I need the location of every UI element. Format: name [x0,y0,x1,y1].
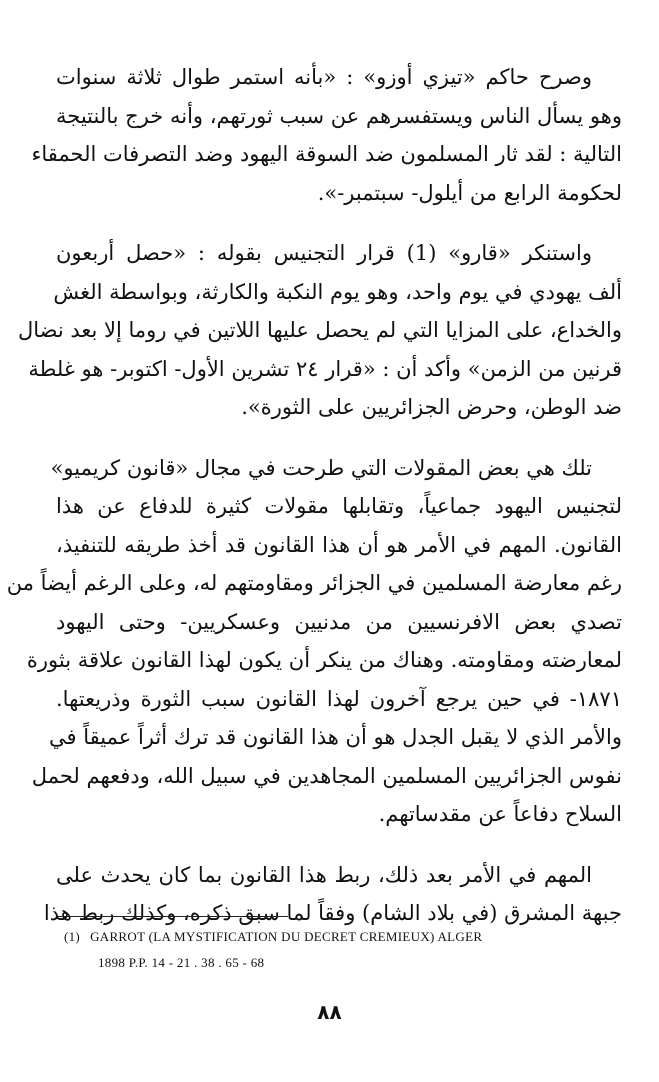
text-line: ضد الوطن، وحرض الجزائريين على الثورة». [241,395,622,419]
text-line: لحكومة الرابع من أيلول- سبتمبر-». [317,180,622,205]
text-line: التالية : لقد ثار المسلمون ضد السوقة اليهود وضد التصرفات الحمقاء [31,142,622,166]
paragraph-2 [17,234,622,427]
footnote-number: (1) [64,929,81,944]
text-line: والخداع، على المزايا التي لم يحصل عليها اللاتين في روما إلا بعد نضال [17,318,622,342]
text-line: تلك هي بعض المقولات التي طرحت في مجال «قانون كريميو» [50,455,592,480]
paragraph-3 [6,449,622,834]
footnote-citation: GARROT (LA MYSTIFICATION DU DECRET CREMIEUX) ALGER [90,929,483,944]
main-text [6,58,622,933]
text-line: ألف يهودي في يوم واحد، وهو يوم النكبة والكارثة، وبواسطة الغش [53,279,622,304]
text-line: وصرح حاكم «تيزي أوزو» : «بأنه استمر طوال ثلاثة سنوات [56,65,592,89]
text-line: والأمر الذي لا يقبل الجدل هو أن هذا القانون قد ترك أثراً عميقاً في [49,725,622,749]
text-line: ١٨٧١- في حين يرجع آخرون لهذا القانون سبب الثورة وذريعتها. [56,686,622,711]
paragraph-4 [43,856,622,933]
text-line: وهو يسأل الناس ويستفسرهم عن سبب ثورتهم، وأنه خرج بالنتيجة [56,103,622,128]
text-line: المهم في الأمر بعد ذلك، ربط هذا القانون بما كان يحدث على [56,862,592,887]
footnote [64,924,624,976]
text-line: تصدي بعض الافرنسيين من مدنيين وعسكريين- وحتى اليهود [56,609,622,634]
text-line: رغم معارضة المسلمين في الجزائر ومقاومتهم له، وعلى الرغم أيضاً من [6,571,622,595]
page-number: ٨٨ [317,1000,342,1024]
text-line: القانون. المهم في الأمر هو أن هذا القانون قد أخذ طريقه للتنفيذ، [56,532,622,557]
text-line: لمعارضته ومقاومته. وهناك من ينكر أن يكون لهذا القانون علاقة بثورة [26,648,622,672]
footnote-separator [58,916,288,917]
text-line: واستنكر «قارو» (1) قرار التجنيس بقوله : «حصل أربعون [56,241,592,265]
text-line: لتجنيس اليهود جماعياً، وتقابلها مقولات كثيرة للدفاع عن هذا [56,494,622,518]
text-line: جبهة المشرق (في بلاد الشام) وفقاً لما سبق ذكره، وكذلك ربط هذا [43,901,622,925]
text-line: قرنين من الزمن» وأكد أن : «قرار ٢٤ تشرين الأول- اكتوبر- هو غلطة [28,356,622,381]
footnote-line-2: 1898 P.P. 14 - 21 . 38 . 65 - 68 [98,955,265,970]
text-line: نفوس الجزائريين المسلمين المجاهدين في سبيل الله، ودفعهم لحمل [31,763,622,788]
footnote-line-1 [64,924,624,950]
paragraph-1 [31,58,622,212]
text-line: السلاح دفاعاً عن مقدساتهم. [378,802,622,826]
